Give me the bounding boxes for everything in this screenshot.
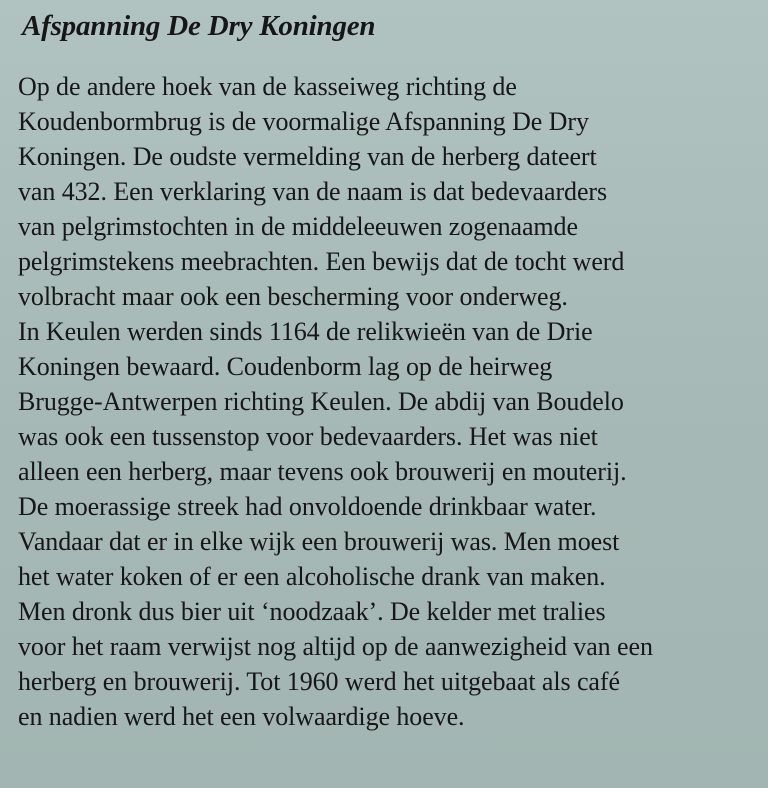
text-line: van 432. Een verklaring van de naam is dat bedevaarders bbox=[18, 177, 608, 206]
text-line: pelgrimstekens meebrachten. Een bewijs dat de tocht werd bbox=[18, 247, 625, 276]
text-line: was ook een tussenstop voor bedevaarders. Het was niet bbox=[18, 422, 598, 451]
text-line: Men dronk dus bier uit ‘noodzaak’. De kelder met tralies bbox=[18, 597, 606, 626]
text-line: volbracht maar ook een bescherming voor onderweg. bbox=[18, 282, 568, 311]
text-line: Op de andere hoek van de kasseiweg richting de bbox=[18, 72, 517, 101]
text-line: De moerassige streek had onvoldoende drinkbaar water. bbox=[18, 492, 597, 521]
panel-title: Afspanning De Dry Koningen bbox=[22, 10, 376, 42]
panel-body-text bbox=[18, 69, 768, 734]
text-line: en nadien werd het een volwaardige hoeve. bbox=[18, 702, 465, 731]
text-line: Koningen bewaard. Coudenborm lag op de heirweg bbox=[18, 352, 553, 381]
text-line: voor het raam verwijst nog altijd op de aanwezigheid van een bbox=[18, 632, 653, 661]
text-line: herberg en brouwerij. Tot 1960 werd het uitgebaat als café bbox=[18, 667, 620, 696]
text-line: Brugge-Antwerpen richting Keulen. De abdij van Boudelo bbox=[18, 387, 624, 416]
text-line: In Keulen werden sinds 1164 de relikwieën van de Drie bbox=[18, 317, 593, 346]
text-line: het water koken of er een alcoholische drank van maken. bbox=[18, 562, 606, 591]
text-line: van pelgrimstochten in de middeleeuwen zogenaamde bbox=[18, 212, 578, 241]
text-line: Koningen. De oudste vermelding van de herberg dateert bbox=[18, 142, 597, 171]
text-line: Koudenbormbrug is de voormalige Afspanning De Dry bbox=[18, 107, 589, 136]
text-line: alleen een herberg, maar tevens ook brouwerij en mouterij. bbox=[18, 457, 627, 486]
text-line: Vandaar dat er in elke wijk een brouwerij was. Men moest bbox=[18, 527, 620, 556]
